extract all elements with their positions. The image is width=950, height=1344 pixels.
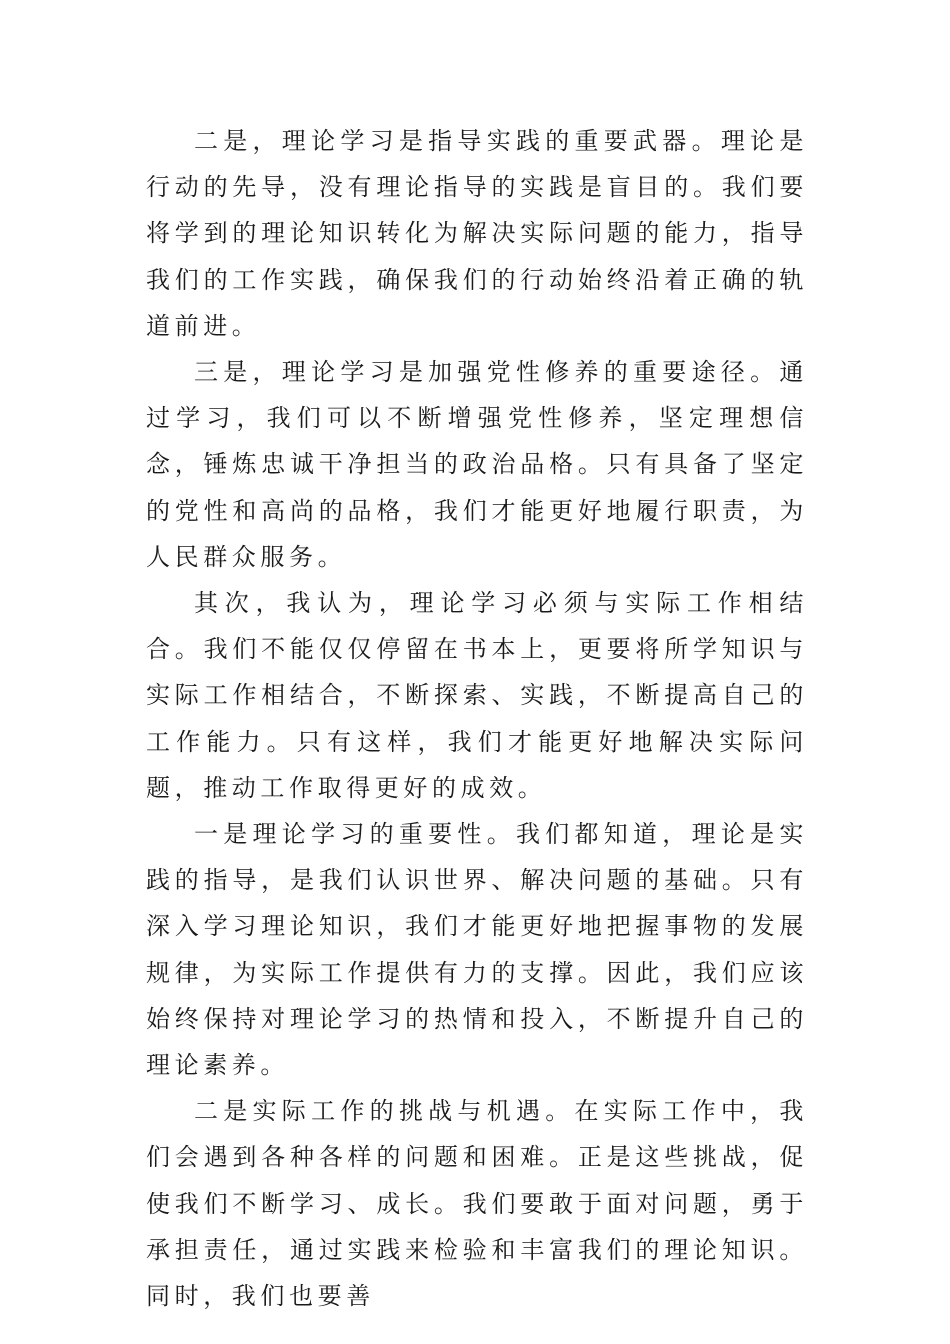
paragraph-theory-with-work: 其次，我认为，理论学习必须与实际工作相结合。我们不能仅仅停留在书本上，更要将所学知识与实际工作相结合，不断探索、实践，不断提高自己的工作能力。只有这样，我们才能更好地解决实际问题，推动工作取得更好的成效。 xyxy=(146,589,808,802)
paragraph-challenges-and-opportunities: 二是实际工作的挑战与机遇。在实际工作中，我们会遇到各种各样的问题和困难。正是这些挑战，促使我们不断学习、成长。我们要敢于面对问题，勇于承担责任，通过实践来检验和丰富我们的理论知识。同时，我们也要善 xyxy=(146,1097,808,1311)
paragraph-importance-of-theory: 一是理论学习的重要性。我们都知道，理论是实践的指导，是我们认识世界、解决问题的基础。只有深入学习理论知识，我们才能更好地把握事物的发展规律，为实际工作提供有力的支撑。因此，我们应该始终保持对理论学习的热情和投入，不断提升自己的理论素养。 xyxy=(146,820,808,1080)
paragraph-party-spirit: 三是，理论学习是加强党性修养的重要途径。通过学习，我们可以不断增强党性修养，坚定理想信念，锤炼忠诚干净担当的政治品格。只有具备了坚定的党性和高尚的品格，我们才能更好地履行职责，为人民群众服务。 xyxy=(146,358,808,571)
paragraph-theory-guides-practice: 二是，理论学习是指导实践的重要武器。理论是行动的先导，没有理论指导的实践是盲目的。我们要将学到的理论知识转化为解决实际问题的能力，指导我们的工作实践，确保我们的行动始终沿着正确的轨道前进。 xyxy=(146,127,808,340)
document-body xyxy=(146,118,808,1319)
